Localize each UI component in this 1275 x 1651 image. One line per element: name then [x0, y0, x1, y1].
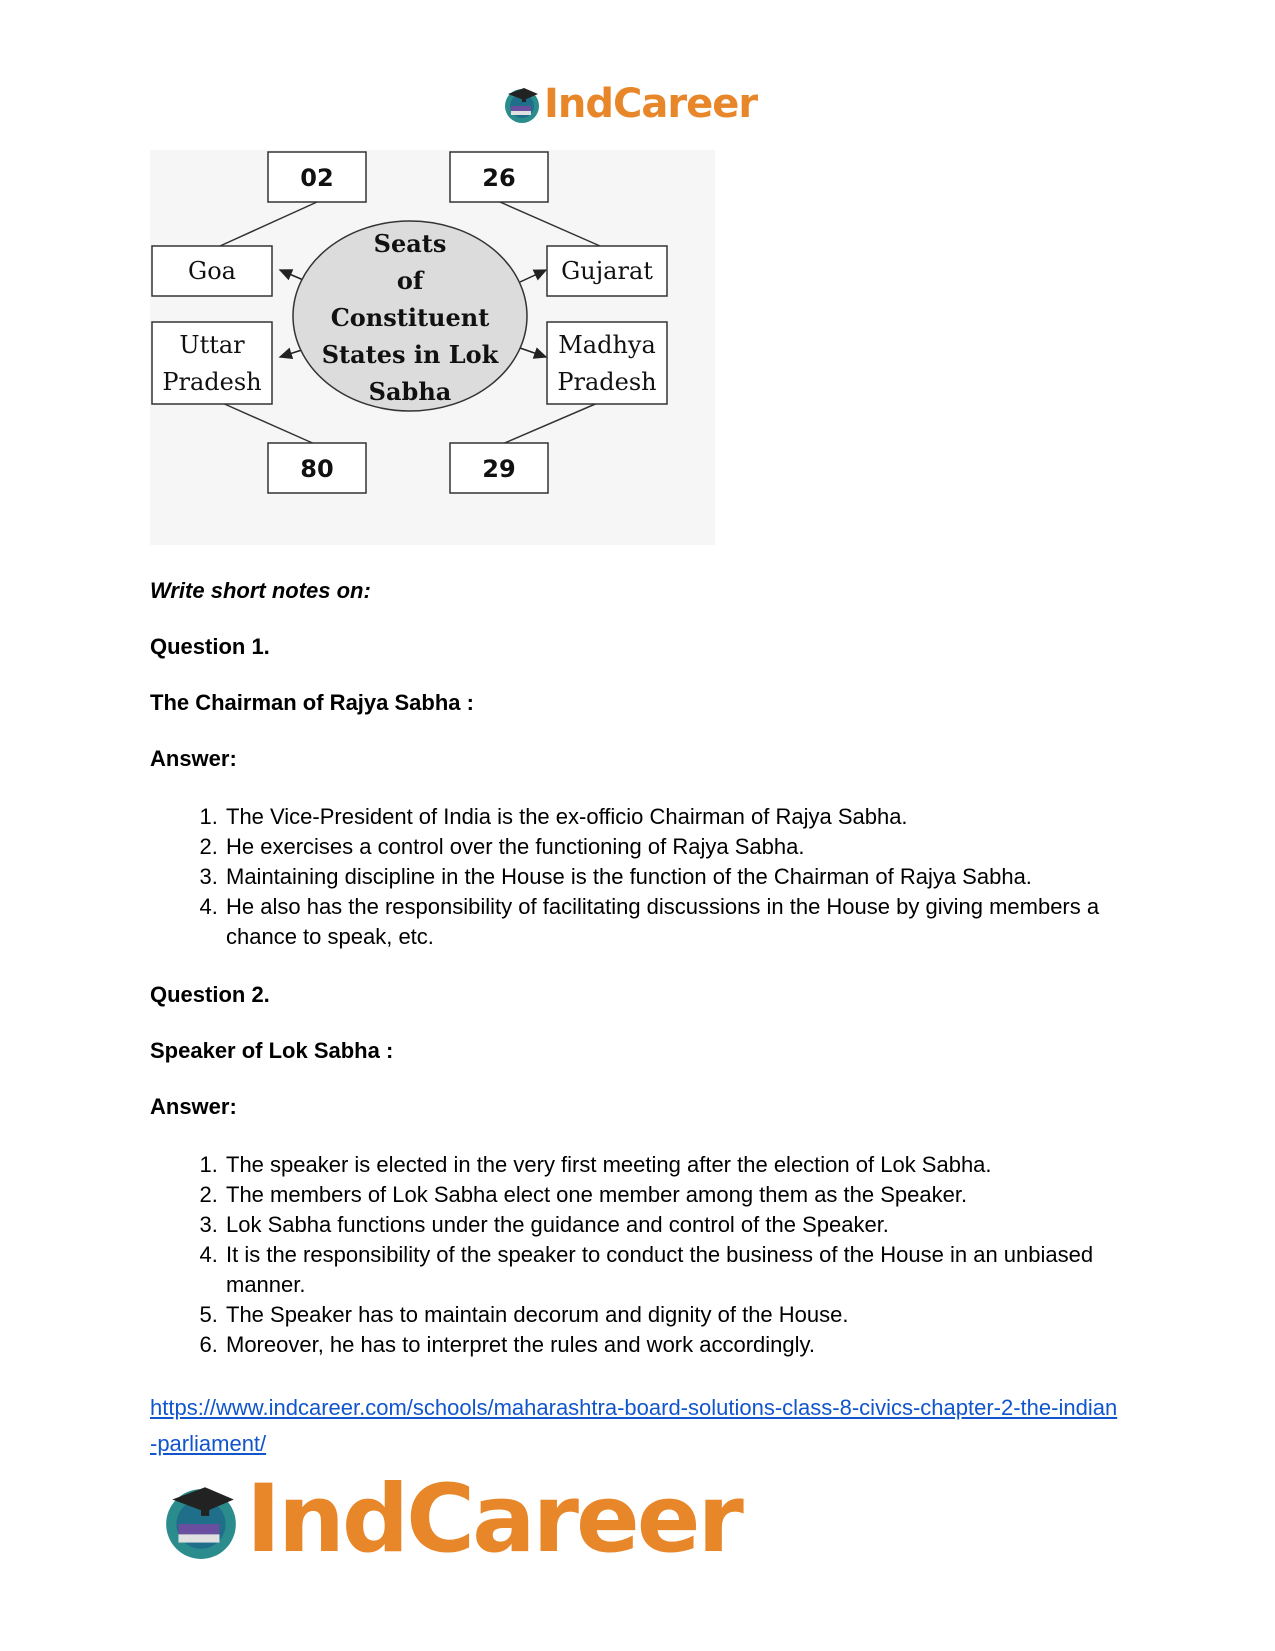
state-uttar-pradesh-line2: Pradesh	[162, 368, 262, 396]
center-label-line: States in Lok	[321, 340, 499, 369]
answer-list	[150, 1150, 1130, 1360]
instruction-heading: Write short notes on:	[150, 578, 371, 603]
list-item: 2. He exercises a control over the functioning of Rajya Sabha.	[224, 832, 1130, 862]
state-madhya-pradesh-line2: Pradesh	[557, 368, 657, 396]
list-item: 3. Maintaining discipline in the House is the function of the Chairman of Rajya Sabha.	[224, 862, 1130, 892]
list-item: 2. The members of Lok Sabha elect one member among them as the Speaker.	[224, 1180, 1130, 1210]
lok-sabha-seats-diagram	[150, 150, 715, 545]
question-label: Question 1.	[150, 634, 270, 659]
center-label-line: Constituent	[330, 303, 490, 332]
seats-gujarat: 26	[482, 164, 516, 192]
answer-label: Answer:	[150, 746, 237, 771]
list-item: 4. It is the responsibility of the speaker to conduct the business of the House in an unbiased manner.	[224, 1240, 1130, 1300]
center-label-line: Sabha	[368, 377, 452, 406]
answer-list	[150, 802, 1130, 952]
answer-label: Answer:	[150, 1094, 237, 1119]
center-label-line: Seats	[373, 229, 447, 258]
question-title: The Chairman of Rajya Sabha :	[150, 690, 474, 715]
document-body	[150, 578, 1130, 1462]
seats-madhya-pradesh: 29	[482, 455, 516, 483]
logo-text: IndCareer	[246, 1465, 741, 1574]
graduation-globe-icon	[160, 1479, 242, 1561]
header-logo	[502, 80, 757, 128]
list-item: 4. He also has the responsibility of facilitating discussions in the House by giving members a chance to speak, etc.	[224, 892, 1130, 952]
list-item: 3. Lok Sabha functions under the guidance and control of the Speaker.	[224, 1210, 1130, 1240]
logo-text: IndCareer	[544, 81, 758, 127]
seats-uttar-pradesh: 80	[300, 455, 334, 483]
state-goa: Goa	[188, 257, 236, 285]
seats-goa: 02	[300, 164, 334, 192]
state-uttar-pradesh-line1: Uttar	[179, 331, 245, 359]
list-item: 1. The Vice-President of India is the ex-officio Chairman of Rajya Sabha.	[224, 802, 1130, 832]
footer-logo	[160, 1465, 741, 1574]
question-label: Question 2.	[150, 982, 270, 1007]
list-item: 6. Moreover, he has to interpret the rules and work accordingly.	[224, 1330, 1130, 1360]
list-item: 5. The Speaker has to maintain decorum and dignity of the House.	[224, 1300, 1130, 1330]
state-gujarat: Gujarat	[561, 257, 653, 285]
state-madhya-pradesh-line1: Madhya	[558, 331, 656, 359]
question-title: Speaker of Lok Sabha :	[150, 1038, 394, 1063]
graduation-globe-icon	[502, 84, 542, 124]
source-link[interactable]: https://www.indcareer.com/schools/maharashtra-board-solutions-class-8-civics-chapter-2-the-indian-parliament/	[150, 1395, 1118, 1456]
center-label-line: of	[396, 266, 424, 295]
list-item: 1. The speaker is elected in the very first meeting after the election of Lok Sabha.	[224, 1150, 1130, 1180]
